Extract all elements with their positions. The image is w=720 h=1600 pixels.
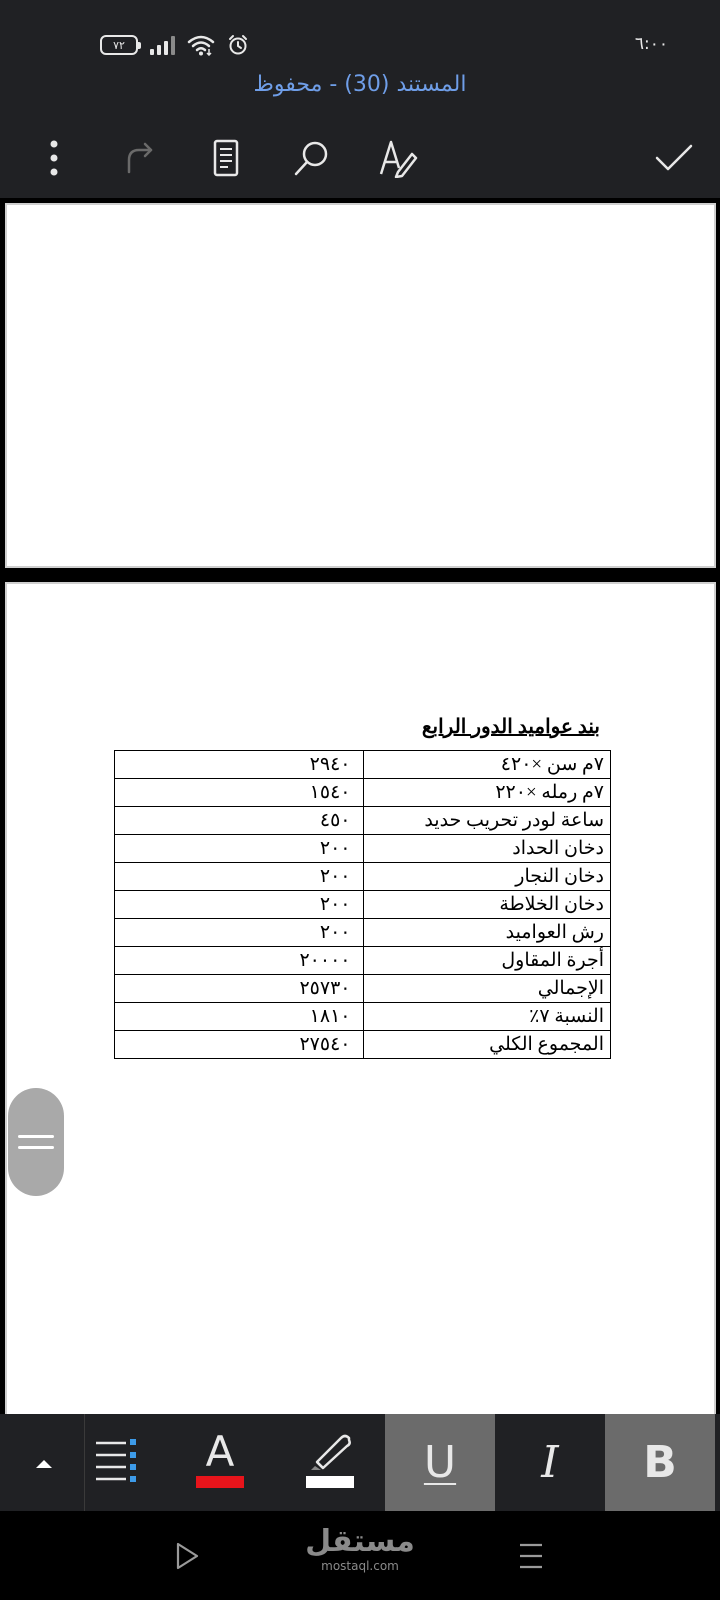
redo-icon[interactable] xyxy=(115,134,163,182)
row-item-cell[interactable]: ٧م سن ×٤٢٠ xyxy=(363,751,611,779)
highlight-button[interactable] xyxy=(275,1414,385,1511)
drag-handle[interactable] xyxy=(8,1088,64,1196)
row-amount-cell[interactable]: ٢٥٧٣٠ xyxy=(115,975,364,1003)
font-color-button[interactable] xyxy=(165,1414,275,1511)
table-row[interactable] xyxy=(115,891,611,919)
table-row[interactable] xyxy=(115,1031,611,1059)
table-row[interactable] xyxy=(115,807,611,835)
table-row[interactable] xyxy=(115,1003,611,1031)
row-amount-cell[interactable]: ٢٠٠ xyxy=(115,863,364,891)
expand-up-icon[interactable] xyxy=(20,1414,68,1511)
cost-table[interactable] xyxy=(114,750,611,1059)
highlighter-icon xyxy=(305,1432,355,1472)
row-amount-cell[interactable]: ٢٩٤٠ xyxy=(115,751,364,779)
row-amount-cell[interactable]: ٢٧٥٤٠ xyxy=(115,1031,364,1059)
status-icons xyxy=(100,32,249,58)
battery-icon xyxy=(100,35,138,55)
row-item-cell[interactable]: ٧م رمله ×٢٢٠ xyxy=(363,779,611,807)
row-item-cell[interactable]: دخان النجار xyxy=(363,863,611,891)
row-amount-cell[interactable]: ٢٠٠ xyxy=(115,919,364,947)
alarm-icon xyxy=(227,34,249,56)
table-row[interactable] xyxy=(115,975,611,1003)
table-row[interactable] xyxy=(115,947,611,975)
table-row[interactable] xyxy=(115,863,611,891)
italic-label: I xyxy=(541,1437,559,1488)
table-row[interactable] xyxy=(115,919,611,947)
system-nav-bar xyxy=(0,1511,720,1600)
row-amount-cell[interactable]: ٢٠٠ xyxy=(115,891,364,919)
row-amount-cell[interactable]: ١٨١٠ xyxy=(115,1003,364,1031)
top-chrome xyxy=(0,0,720,198)
bold-button[interactable] xyxy=(605,1414,715,1511)
row-amount-cell[interactable]: ٢٠٠ xyxy=(115,835,364,863)
highlight-color-swatch xyxy=(306,1476,354,1488)
row-amount-cell[interactable]: ٢٠٠٠٠ xyxy=(115,947,364,975)
table-row[interactable] xyxy=(115,751,611,779)
watermark-text: مستقل xyxy=(305,1524,415,1559)
edit-text-icon[interactable] xyxy=(374,134,422,182)
status-time: ٦:٠٠ xyxy=(634,34,668,54)
underline-label: U xyxy=(423,1437,457,1488)
row-item-cell[interactable]: أجرة المقاول xyxy=(363,947,611,975)
row-item-cell[interactable]: الإجمالي xyxy=(363,975,611,1003)
table-row[interactable] xyxy=(115,835,611,863)
row-item-cell[interactable]: ساعة لودر تحريب حديد xyxy=(363,807,611,835)
wifi-icon xyxy=(187,34,215,56)
battery-level: ٧٢ xyxy=(113,38,125,52)
signal-icon xyxy=(150,35,175,55)
done-check-icon[interactable] xyxy=(650,134,698,182)
recents-menu-icon[interactable] xyxy=(508,1533,554,1579)
watermark xyxy=(300,1525,420,1573)
row-amount-cell[interactable]: ٤٥٠ xyxy=(115,807,364,835)
document-title[interactable]: المستند (30) - محفوظ xyxy=(253,72,467,97)
watermark-url: mostaql.com xyxy=(321,1559,399,1573)
row-item-cell[interactable]: دخان الخلاطة xyxy=(363,891,611,919)
top-toolbar xyxy=(0,128,720,188)
table-row[interactable] xyxy=(115,779,611,807)
back-play-icon[interactable] xyxy=(164,1533,210,1579)
bold-label: B xyxy=(643,1437,677,1488)
status-bar xyxy=(0,22,720,68)
font-color-swatch xyxy=(196,1476,244,1488)
format-toolbar xyxy=(0,1414,720,1511)
font-color-label: A xyxy=(205,1427,235,1476)
search-icon[interactable] xyxy=(288,134,336,182)
more-vert-icon[interactable] xyxy=(30,134,78,182)
row-item-cell[interactable]: دخان الحداد xyxy=(363,835,611,863)
list-format-icon[interactable] xyxy=(84,1414,142,1511)
read-mode-icon[interactable] xyxy=(202,134,250,182)
underline-button[interactable] xyxy=(385,1414,495,1511)
table-heading[interactable]: بند عواميد الدور الرابع xyxy=(421,716,600,738)
row-amount-cell[interactable]: ١٥٤٠ xyxy=(115,779,364,807)
row-item-cell[interactable]: رش العواميد xyxy=(363,919,611,947)
row-item-cell[interactable]: النسبة ٧٪ xyxy=(363,1003,611,1031)
document-page[interactable] xyxy=(5,203,716,568)
cost-table-body xyxy=(115,751,611,1059)
italic-button[interactable] xyxy=(495,1414,605,1511)
row-item-cell[interactable]: المجموع الكلي xyxy=(363,1031,611,1059)
